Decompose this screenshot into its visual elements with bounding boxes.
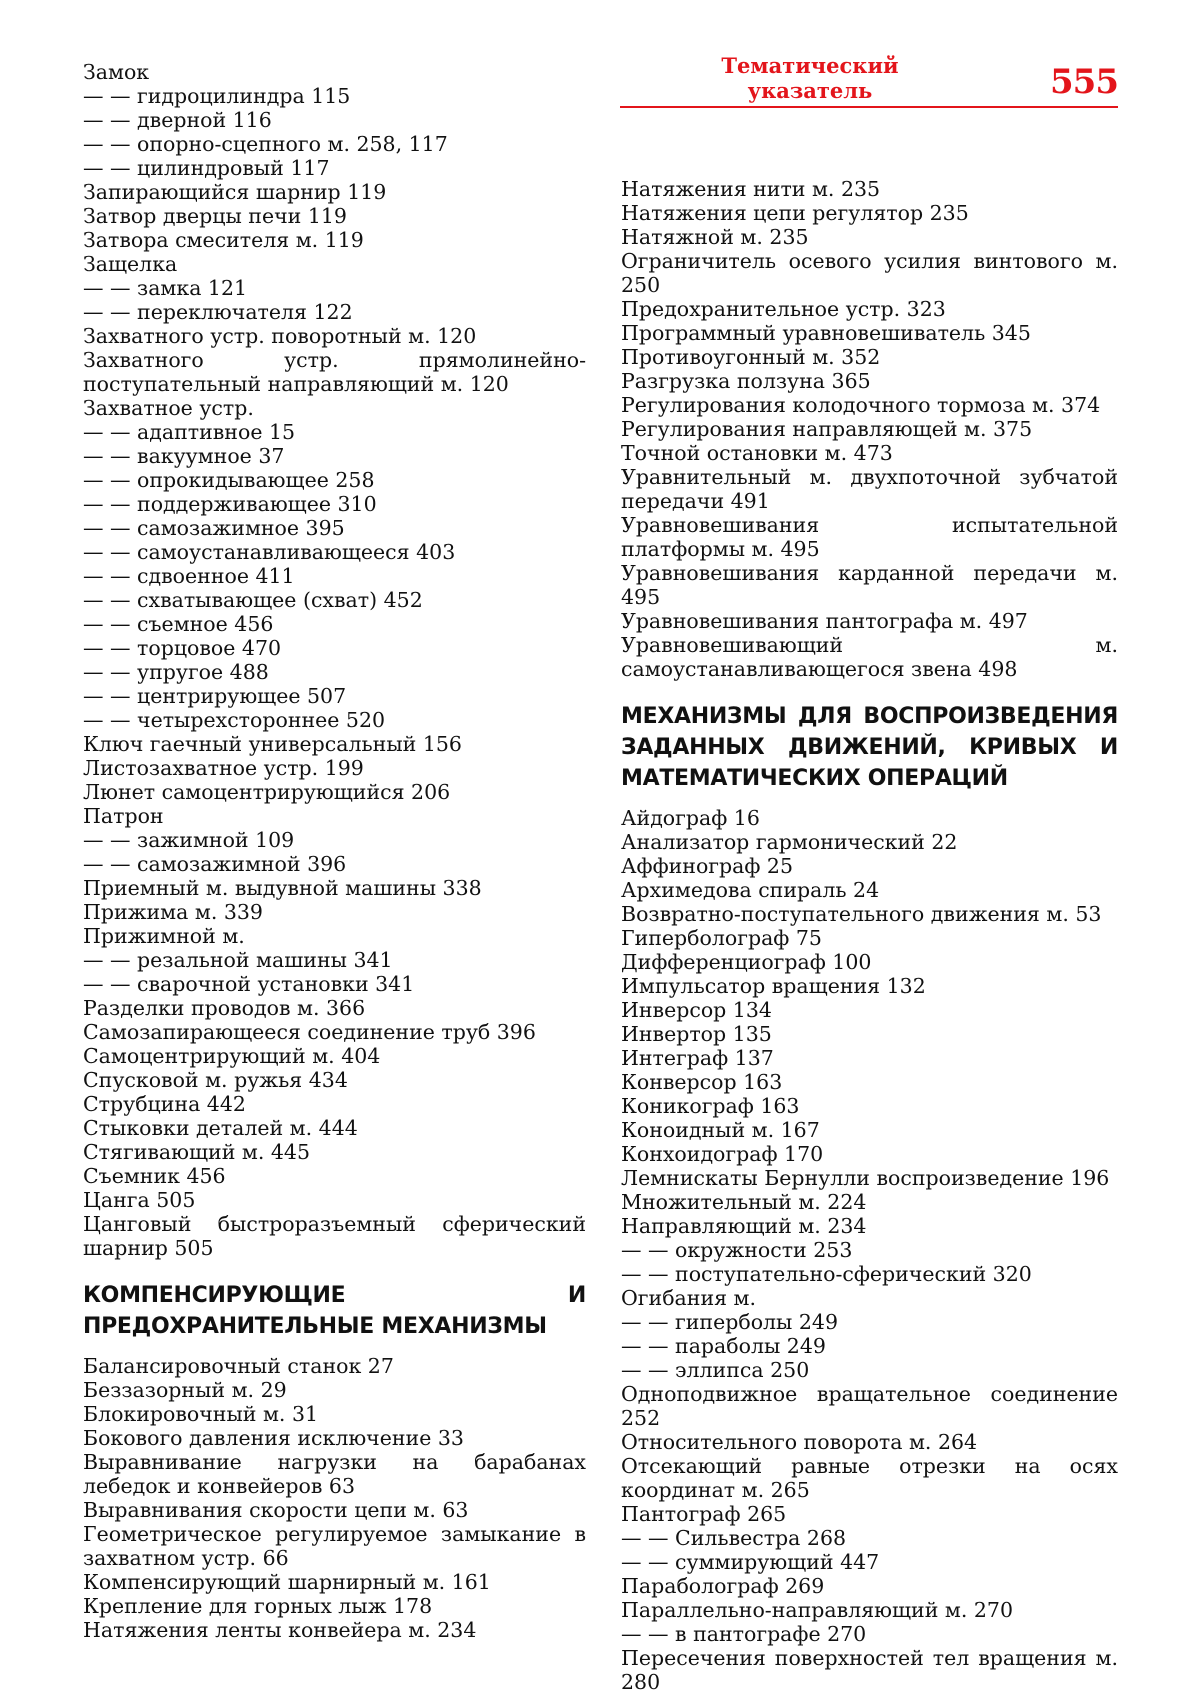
index-entry: Блокировочный м. 31 (83, 1402, 319, 1426)
index-entry: Анализатор гармонический 22 (621, 830, 958, 854)
index-entry: — — торцовое 470 (83, 636, 282, 660)
index-entry: — — поступательно-сферический 320 (621, 1262, 1032, 1286)
index-entry: Уравновешивающий м. самоустанавливающегося звена 498 (621, 633, 1118, 681)
index-entry: Одноподвижное вращательное соединение 252 (621, 1382, 1118, 1430)
index-entry: Беззазорный м. 29 (83, 1378, 287, 1402)
index-entry: Геометрическое регулируемое замыкание в захватном устр. 66 (83, 1522, 586, 1570)
index-entry: — — адаптивное 15 (83, 420, 296, 444)
index-entry: — — замка 121 (83, 276, 248, 300)
index-entry: Инверсор 134 (621, 998, 772, 1022)
index-entry: — — суммирующий 447 (621, 1550, 880, 1574)
index-entry: Выравнивания скорости цепи м. 63 (83, 1498, 469, 1522)
index-entry: — — дверной 116 (83, 108, 272, 132)
index-entry: Разгрузка ползуна 365 (621, 369, 871, 393)
index-entry: Уравновешивания карданной передачи м. 495 (621, 561, 1118, 609)
index-entry: — — опрокидывающее 258 (83, 468, 375, 492)
right-column (621, 177, 1118, 1694)
index-entry: Прижима м. 339 (83, 900, 263, 924)
index-entry: Спусковой м. ружья 434 (83, 1068, 348, 1092)
index-entry: Люнет самоцентрирующийся 206 (83, 780, 451, 804)
index-entry: Лемнискаты Бернулли воспроизведение 196 (621, 1166, 1110, 1190)
index-entry: Ключ гаечный универсальный 156 (83, 732, 462, 756)
index-entry: — — съемное 456 (83, 612, 274, 636)
index-entry: — — переключателя 122 (83, 300, 353, 324)
index-entry: Листозахватное устр. 199 (83, 756, 364, 780)
index-entry: Крепление для горных лыж 178 (83, 1594, 433, 1618)
index-entry: — — окружности 253 (621, 1238, 853, 1262)
index-entry: — — гидроцилиндра 115 (83, 84, 351, 108)
page-number: 555 (1050, 62, 1118, 102)
index-entry: Противоугонный м. 352 (621, 345, 881, 369)
running-title-line1: Тематический (721, 53, 899, 78)
index-entry: Самоцентрирующий м. 404 (83, 1044, 381, 1068)
index-entry: — — вакуумное 37 (83, 444, 285, 468)
index-entry: Бокового давления исключение 33 (83, 1426, 464, 1450)
index-entry: Затвор дверцы печи 119 (83, 204, 347, 228)
index-entry: — — параболы 249 (621, 1334, 826, 1358)
index-entry: Захватного устр. поворотный м. 120 (83, 324, 477, 348)
index-entry: — — эллипса 250 (621, 1358, 810, 1382)
index-entry: Множительный м. 224 (621, 1190, 867, 1214)
index-entry: Айдограф 16 (621, 806, 760, 830)
index-entry: Балансировочный станок 27 (83, 1354, 394, 1378)
index-entry: Натяжения ленты конвейера м. 234 (83, 1618, 477, 1642)
index-entry: Конверсор 163 (621, 1070, 783, 1094)
section-heading: КОМПЕНСИРУЮЩИЕ И ПРЕДОХРАНИТЕЛЬНЫЕ МЕХАНИЗМЫ (83, 1283, 586, 1339)
index-entry: Дифференциограф 100 (621, 950, 872, 974)
index-entry: Съемник 456 (83, 1164, 226, 1188)
index-entry: Ограничитель осевого усилия винтового м. 250 (621, 249, 1118, 297)
index-entry: Предохранительное устр. 323 (621, 297, 946, 321)
index-entry: — — самозажимной 396 (83, 852, 347, 876)
index-entry: Огибания м. (621, 1286, 757, 1310)
index-entry: Относительного поворота м. 264 (621, 1430, 978, 1454)
index-entry: Затвора смесителя м. 119 (83, 228, 364, 252)
index-entry: — — гиперболы 249 (621, 1310, 839, 1334)
index-entry: — — цилиндровый 117 (83, 156, 330, 180)
index-entry: Цанга 505 (83, 1188, 196, 1212)
index-entry: — — четырехстороннее 520 (83, 708, 386, 732)
index-entry: Конхоидограф 170 (621, 1142, 824, 1166)
index-entry: Защелка (83, 252, 178, 276)
index-entry: Отсекающий равные отрезки на осях координат м. 265 (621, 1454, 1118, 1502)
index-entry: Регулирования колодочного тормоза м. 374 (621, 393, 1101, 417)
index-entry: — — резальной машины 341 (83, 948, 393, 972)
index-entry: — — зажимной 109 (83, 828, 295, 852)
left-column (83, 60, 586, 1642)
index-entry: Натяжения цепи регулятор 235 (621, 201, 969, 225)
index-entry: Приемный м. выдувной машины 338 (83, 876, 482, 900)
index-entry: — — поддерживающее 310 (83, 492, 377, 516)
index-entry: Цанговый быстроразъемный сферический шарнир 505 (83, 1212, 586, 1260)
index-entry: — — упругое 488 (83, 660, 269, 684)
index-entry: Пересечения поверхностей тел вращения м. 280 (621, 1646, 1118, 1694)
index-entry: Выравнивание нагрузки на барабанах лебедок и конвейеров 63 (83, 1450, 586, 1498)
index-entry: Уравнительный м. двухпоточной зубчатой передачи 491 (621, 465, 1118, 513)
index-entry: — — Сильвестра 268 (621, 1526, 847, 1550)
index-entry: Программный уравновешиватель 345 (621, 321, 1031, 345)
index-entry: Разделки проводов м. 366 (83, 996, 366, 1020)
index-entry: Запирающийся шарнир 119 (83, 180, 387, 204)
index-entry: Точной остановки м. 473 (621, 441, 893, 465)
index-entry: — — схватывающее (схват) 452 (83, 588, 423, 612)
index-entry: Возвратно-поступательного движения м. 53 (621, 902, 1102, 926)
index-entry: — — самозажимное 395 (83, 516, 345, 540)
index-entry: Натяжения нити м. 235 (621, 177, 881, 201)
page-header (620, 54, 1118, 110)
index-entry: — — самоустанавливающееся 403 (83, 540, 456, 564)
index-entry: Уравновешивания испытательной платформы м. 495 (621, 513, 1118, 561)
index-entry: — — центрирующее 507 (83, 684, 347, 708)
index-entry: Захватного устр. прямолинейно-поступательный направляющий м. 120 (83, 348, 586, 396)
index-entry: Архимедова спираль 24 (621, 878, 880, 902)
index-entry: Интеграф 137 (621, 1046, 774, 1070)
index-entry: Импульсатор вращения 132 (621, 974, 926, 998)
index-entry: — — сварочной установки 341 (83, 972, 415, 996)
index-entry: Компенсирующий шарнирный м. 161 (83, 1570, 491, 1594)
index-entry: Уравновешивания пантографа м. 497 (621, 609, 1028, 633)
index-entry: Самозапирающееся соединение труб 396 (83, 1020, 536, 1044)
index-entry: Струбцина 442 (83, 1092, 246, 1116)
index-entry: Коноидный м. 167 (621, 1118, 820, 1142)
index-entry: — — опорно-сцепного м. 258, 117 (83, 132, 448, 156)
section-heading: МЕХАНИЗМЫ ДЛЯ ВОСПРОИЗВЕДЕНИЯ ЗАДАННЫХ ДВИЖЕНИЙ, КРИВЫХ И МАТЕМАТИЧЕСКИХ ОПЕРАЦИЙ (621, 704, 1118, 791)
index-entry: Параболограф 269 (621, 1574, 825, 1598)
index-entry: Направляющий м. 234 (621, 1214, 867, 1238)
index-entry: Прижимной м. (83, 924, 245, 948)
index-entry: Параллельно-направляющий м. 270 (621, 1598, 1013, 1622)
index-entry: Замок (83, 60, 150, 84)
index-entry: Аффинограф 25 (621, 854, 794, 878)
index-entry: Стягивающий м. 445 (83, 1140, 310, 1164)
index-entry: Коникограф 163 (621, 1094, 800, 1118)
index-entry: Регулирования направляющей м. 375 (621, 417, 1033, 441)
index-entry: Инвертор 135 (621, 1022, 772, 1046)
header-rule (620, 106, 1118, 108)
running-title-line2: указатель (747, 78, 873, 103)
index-entry: Стыковки деталей м. 444 (83, 1116, 358, 1140)
index-entry: Патрон (83, 804, 164, 828)
index-entry: — — в пантографе 270 (621, 1622, 867, 1646)
index-entry: — — сдвоенное 411 (83, 564, 295, 588)
index-entry: Захватное устр. (83, 396, 254, 420)
index-entry: Пантограф 265 (621, 1502, 787, 1526)
index-entry: Гиперболограф 75 (621, 926, 822, 950)
index-entry: Натяжной м. 235 (621, 225, 809, 249)
